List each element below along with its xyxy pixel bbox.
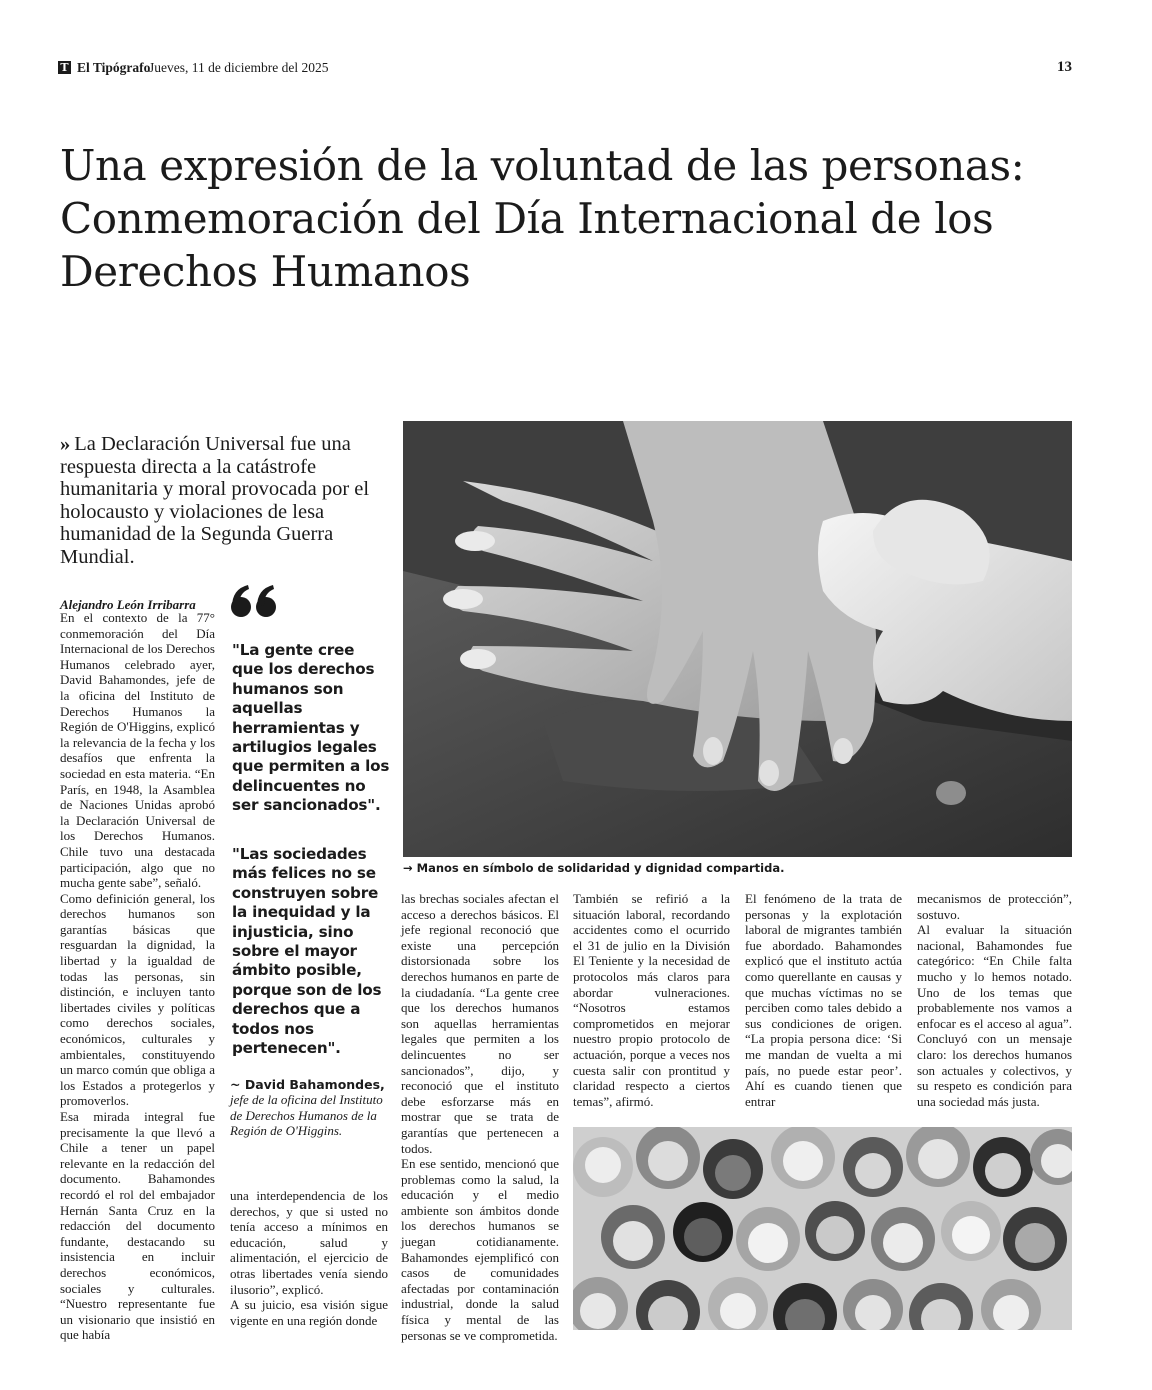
issue-date: Jueves, 11 de diciembre del 2025 xyxy=(149,60,329,75)
article-paragraph: mecanismos de protección”, sostuvo. xyxy=(917,891,1072,922)
crowd-faces-illustration xyxy=(573,1127,1072,1330)
headline-line: Derechos Humanos xyxy=(60,247,471,296)
pull-quote: "La gente cree que los derechos humanos son aquellas herramientas y artilugios legales que permiten a los delincuentes no ser sancionados". xyxy=(232,641,390,815)
standfirst-marker-icon: » xyxy=(60,433,71,455)
article-column xyxy=(917,891,1072,1109)
article-paragraph: En ese sentido, mencionó que problemas como la salud, la educación y el medio ambiente son ámbitos donde los derechos humanos se juegan cotidianamente. Bahamondes ejemplificó con casos de comunidades afectadas por contaminación industrial, donde la salud física y mental de las personas se ve comprometida. xyxy=(401,1156,559,1343)
article-column xyxy=(60,610,215,1343)
page-number: 13 xyxy=(1057,59,1072,75)
newspaper-name: El Tipógrafo xyxy=(77,60,151,75)
article-paragraph: A su juicio, esa visión sigue vigente en una región donde xyxy=(230,1297,388,1328)
article-paragraph: Al evaluar la situación nacional, Bahamondes fue categórico: “En Chile falta mucho y lo hemos notado. Uno de los temas que probablemente nos vamos a enfocar es el acceso al agua”. Concluyó con un mensaje claro: los derechos humanos son actuales y colectivos, y su respeto es condición para una sociedad más justa. xyxy=(917,922,1072,1109)
article-paragraph: una interdependencia de los derechos, y que si usted no tenía acceso a mínimos en educación, salud y alimentación, el ejercicio de otras libertades venía siendo ilusorio”, explicó. xyxy=(230,1188,388,1297)
article-paragraph: El fenómeno de la trata de personas y la explotación laboral de migrantes también fue abordado. Bahamondes explicó que el instituto actúa como querellante en causas y que muchas víctimas no se perciben como tales debido a sus condiciones de origen. “La propia persona dice: ‘Si me mandan de vuelta a mi país, no puede estar peor’. Ahí es cuando tienen que entrar xyxy=(745,891,902,1109)
headline-line: Una expresión de la voluntad de las personas: xyxy=(60,141,1025,190)
article-paragraph: Esa mirada integral fue precisamente la que llevó a Chile a tener un papel relevante en la redacción del documento. Bahamondes recordó el rol del embajador Hernán Santa Cruz en la redacción del documento fundante, destacando su insistencia en incluir derechos económicos, sociales y culturales. “Nuestro representante fue un visionario que insistió en que había xyxy=(60,1109,215,1343)
pull-quote-author: ~ David Bahamondes, xyxy=(230,1077,385,1092)
quote-mark-icon xyxy=(230,583,280,623)
article-column xyxy=(230,1188,388,1328)
article-headline xyxy=(60,139,1100,298)
photo-caption: → Manos en símbolo de solidaridad y dignidad compartida. xyxy=(403,861,785,875)
article-column xyxy=(745,891,902,1109)
article-column xyxy=(573,891,730,1109)
article-paragraph: Como definición general, los derechos humanos son garantías básicas que resguardan la dignidad, la libertad y la igualdad de todas las personas, sin distinción, e incluyen tanto libertades civiles y políticas como derechos sociales, económicos, culturales y ambientales, constituyendo un marco común que obliga a los Estados a protegerlos y promoverlos. xyxy=(60,890,215,1109)
newspaper-logo-icon: T xyxy=(58,61,71,74)
article-standfirst xyxy=(60,433,390,568)
pull-quote: "Las sociedades más felices no se construyen sobre la inequidad y la injusticia, sino sobre el mayor ámbito posible, porque son de los derechos que a todos nos pertenecen". xyxy=(232,845,382,1058)
article-paragraph: las brechas sociales afectan el acceso a derechos básicos. El jefe regional reconoció que existe una percepción distorsionada sobre los derechos humanos en parte de la ciudadanía. “La gente cree que los derechos humanos son aquellas herramientas legales que permiten a los delincuentes no ser sancionados”, dijo, y reconoció que el instituto debe esforzarse más en mostrar que se trata de garantías que pertenecen a todos. xyxy=(401,891,559,1156)
hands-photo xyxy=(403,421,1072,857)
article-byline: Alejandro León Irribarra xyxy=(60,597,196,612)
standfirst-text: La Declaración Universal fue una respuesta directa a la catástrofe humanitaria y moral provocada por el holocausto y violaciones de lesa humanidad de la Segunda Guerra Mundial. xyxy=(60,433,370,568)
article-paragraph: También se refirió a la situación laboral, recordando accidentes como el ocurrido el 31 de julio en la División El Teniente y la necesidad de protocolos más claros para abordar vulneraciones. “Nosotros estamos comprometidos en mejorar nuestro propio protocolo de actuación, porque a veces nos cuesta salir con prontitud y claridad respecto a ciertos temas”, afirmó. xyxy=(573,891,730,1109)
hands-illustration xyxy=(403,421,1072,857)
article-column xyxy=(401,891,559,1343)
article-paragraph: En el contexto de la 77° conmemoración del Día Internacional de los Derechos Humanos celebrado ayer, David Bahamondes, jefe de la oficina del Instituto de Derechos Humanos la Región de O'Higgins, explicó la relevancia de la fecha y los desafíos que enfrenta la sociedad en esta materia. “En París, en 1948, la Asamblea de Naciones Unidas aprobó la Declaración Universal de los Derechos Humanos. Chile tuvo una destacada participación, algo que no mucha gente sabe”, señaló. xyxy=(60,610,215,891)
headline-line: Conmemoración del Día Internacional de los xyxy=(60,194,994,243)
pull-quote-role: jefe de la oficina del Instituto de Derechos Humanos de la Región de O'Higgins. xyxy=(230,1092,383,1139)
crowd-illustration xyxy=(573,1127,1072,1330)
